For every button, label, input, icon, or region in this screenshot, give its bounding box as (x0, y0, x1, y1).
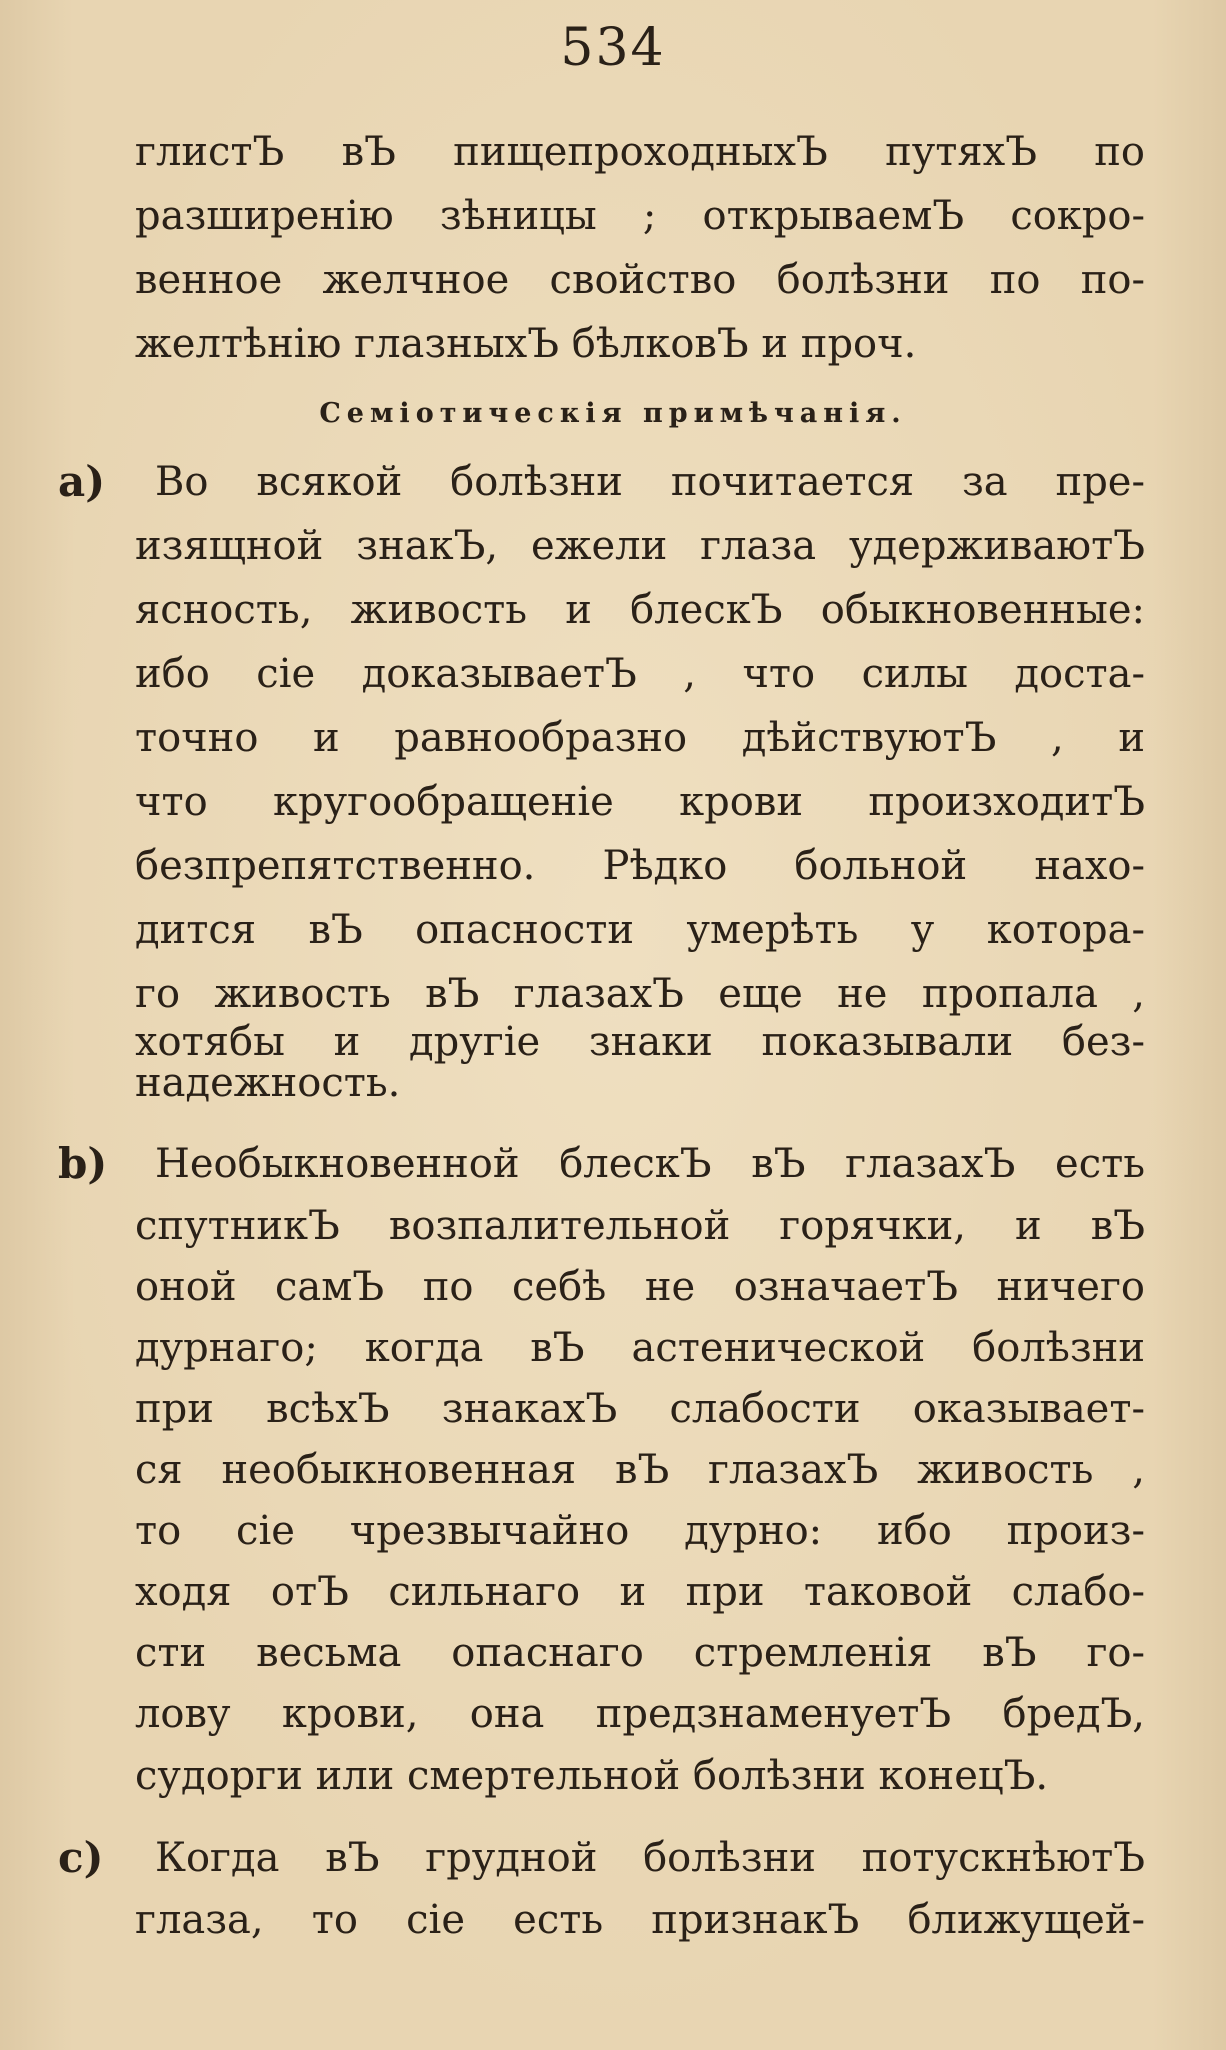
note-a-line: изящной знакЪ, ежели глаза удерживаютЪ (135, 523, 1145, 569)
note-b-line: сти весьма опаснаго стремленiя вЪ го- (135, 1630, 1145, 1676)
note-b-line: судорги или смертельной болѣзни конецЪ. (135, 1753, 1049, 1799)
note-b-line: дурнаго; когда вЪ астенической болѣзни (135, 1325, 1145, 1371)
intro-line: желтѣнiю глазныхЪ бѣлковЪ и проч. (135, 321, 917, 367)
note-a-line: что кругообращенiе крови произходитЪ (135, 779, 1145, 825)
note-b-line: спутникЪ возпалительной горячки, и вЪ (135, 1203, 1145, 1249)
note-a-line: дится вЪ опасности умерѣть у котора- (135, 907, 1145, 953)
intro-line: венное желчное свойство болѣзни по по- (135, 257, 1145, 303)
note-b-line: то сiе чрезвычайно дурно: ибо произ- (135, 1508, 1145, 1554)
section-heading: Семiотическiя примѣчанiя. (319, 398, 907, 429)
note-marker-b: b) (58, 1139, 108, 1188)
note-a-line: ибо сiе доказываетЪ , что силы доста- (135, 651, 1145, 697)
intro-line: глистЪ вЪ пищепроходныхЪ путяхЪ по (135, 129, 1145, 175)
intro-line: разширенiю зѣницы ; открываемЪ сокро- (135, 193, 1145, 239)
note-b-line: оной самЪ по себѣ не означаетЪ ничего (135, 1264, 1145, 1310)
note-marker-a: a) (58, 457, 106, 506)
note-c-line: глаза, то сiе есть признакЪ ближущей- (135, 1897, 1145, 1943)
note-a-line: го живость вЪ глазахЪ еще не пропала , (135, 971, 1145, 1017)
note-a-line: точно и равнообразно дѣйствуютЪ , и (135, 715, 1145, 761)
note-a-line: безпрепятственно. Рѣдко больной нахо- (135, 843, 1145, 889)
note-b-line: при всѣхЪ знакахЪ слабости оказывает- (135, 1386, 1145, 1432)
note-a-line: ясность, живость и блескЪ обыкновенные: (135, 587, 1145, 633)
note-a-line: надежность. (135, 1060, 401, 1106)
note-marker-c: c) (58, 1833, 104, 1882)
page-number: 534 (560, 18, 666, 78)
note-b-line: ходя отЪ сильнаго и при таковой слабо- (135, 1569, 1145, 1615)
note-c-line: Когда вЪ грудной болѣзни потускнѣютЪ (155, 1835, 1145, 1881)
note-a-line: Во всякой болѣзни почитается за пре- (155, 459, 1145, 505)
note-b-line: ся необыкновенная вЪ глазахЪ живость , (135, 1447, 1145, 1493)
note-b-line: Необыкновенной блескЪ вЪ глазахЪ есть (155, 1141, 1145, 1187)
note-a-line: хотябы и другiе знаки показывали без- (135, 1019, 1145, 1065)
note-b-line: лову крови, она предзнаменуетЪ бредЪ, (135, 1691, 1145, 1737)
